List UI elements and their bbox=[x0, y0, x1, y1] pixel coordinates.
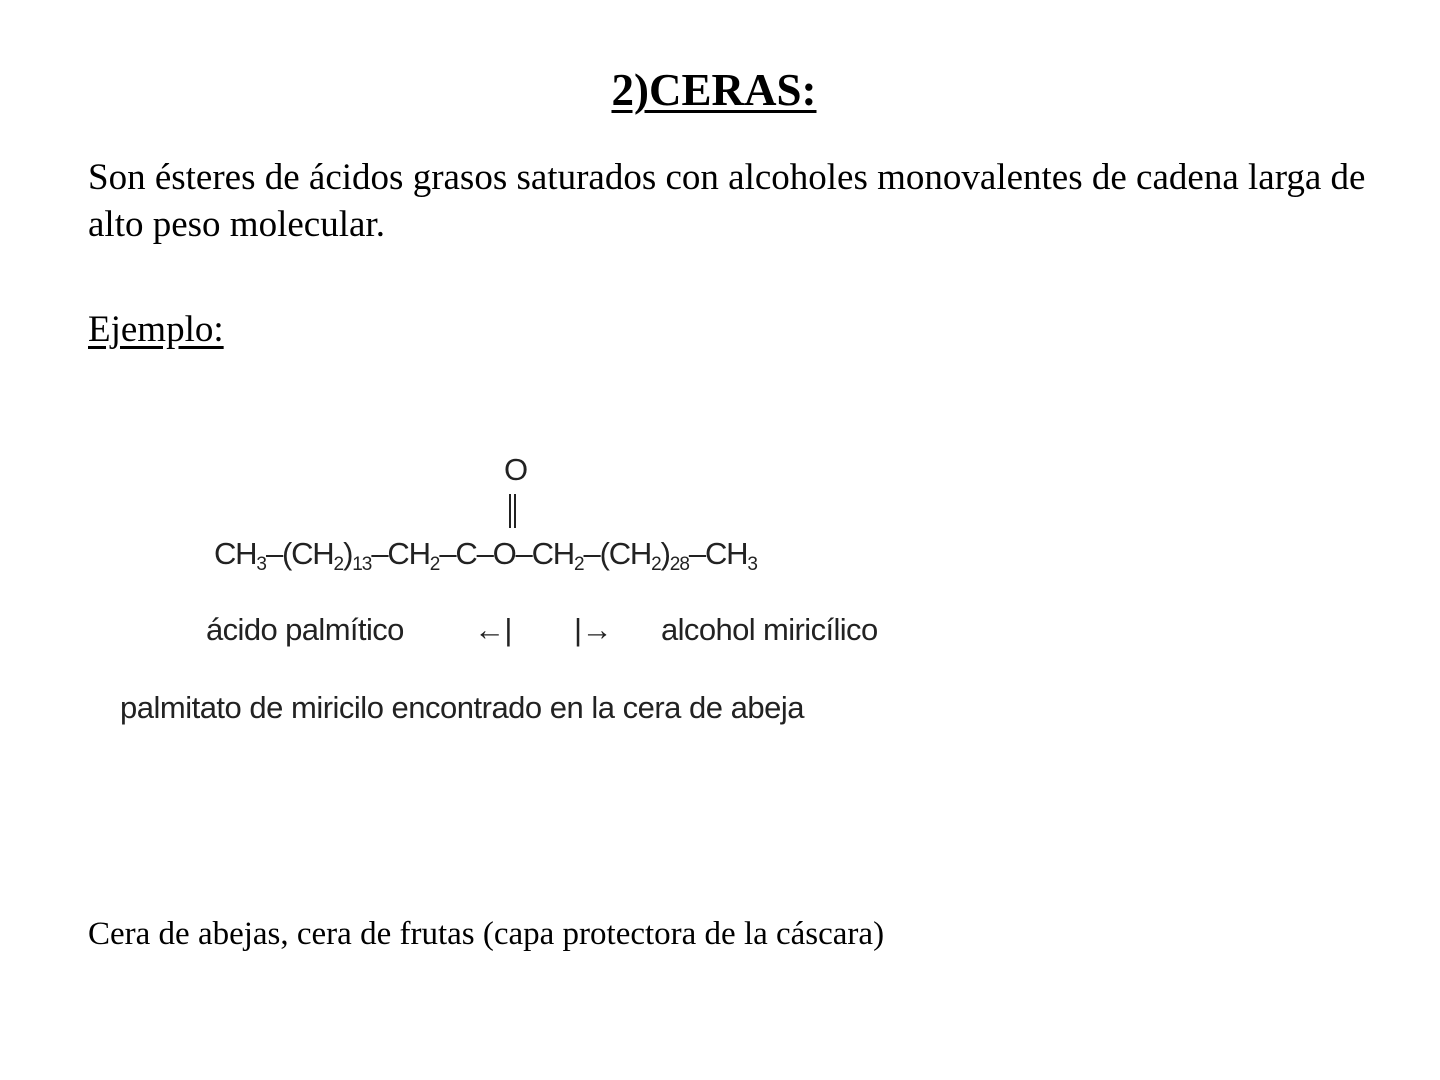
right-arrow: |→ bbox=[574, 612, 612, 647]
formula-subscript: 28 bbox=[669, 554, 689, 575]
formula-part: –(CH bbox=[583, 536, 652, 571]
formula-subscript: 3 bbox=[256, 554, 266, 575]
formula-part: –C–O–CH bbox=[439, 536, 574, 571]
acid-label: ácido palmítico bbox=[206, 612, 404, 647]
alcohol-label: alcohol miricílico bbox=[661, 612, 878, 647]
left-arrow: ←| bbox=[474, 612, 512, 647]
definition-paragraph: Son ésteres de ácidos grasos saturados con alcoholes monovalentes de cadena larga de alto peso molecular. bbox=[88, 157, 1366, 245]
examples-line: Cera de abejas, cera de frutas (capa protectora de la cáscara) bbox=[88, 916, 885, 952]
formula-subscript: 2 bbox=[429, 554, 440, 575]
formula-part: –(CH bbox=[265, 536, 334, 571]
page-title bbox=[0, 64, 1428, 116]
formula-part: –CH bbox=[688, 536, 748, 571]
formula-part: ) bbox=[343, 536, 353, 571]
carbonyl-oxygen: O bbox=[504, 452, 529, 487]
double-bond bbox=[509, 494, 516, 528]
formula-part: –CH bbox=[371, 536, 430, 571]
formula-subscript: 13 bbox=[352, 554, 372, 575]
formula-part: CH bbox=[214, 536, 257, 571]
formula-subscript: 2 bbox=[573, 554, 584, 575]
ester-formula bbox=[214, 536, 757, 576]
formula-subscript: 3 bbox=[747, 554, 757, 575]
formula-subscript: 2 bbox=[333, 554, 344, 575]
structure-caption: palmitato de miricilo encontrado en la cera de abeja bbox=[120, 690, 804, 725]
formula-subscript: 2 bbox=[651, 554, 661, 575]
formula-part: ) bbox=[660, 536, 670, 571]
example-heading: Ejemplo: bbox=[88, 309, 224, 350]
title-text: 2)CERAS: bbox=[611, 65, 817, 115]
